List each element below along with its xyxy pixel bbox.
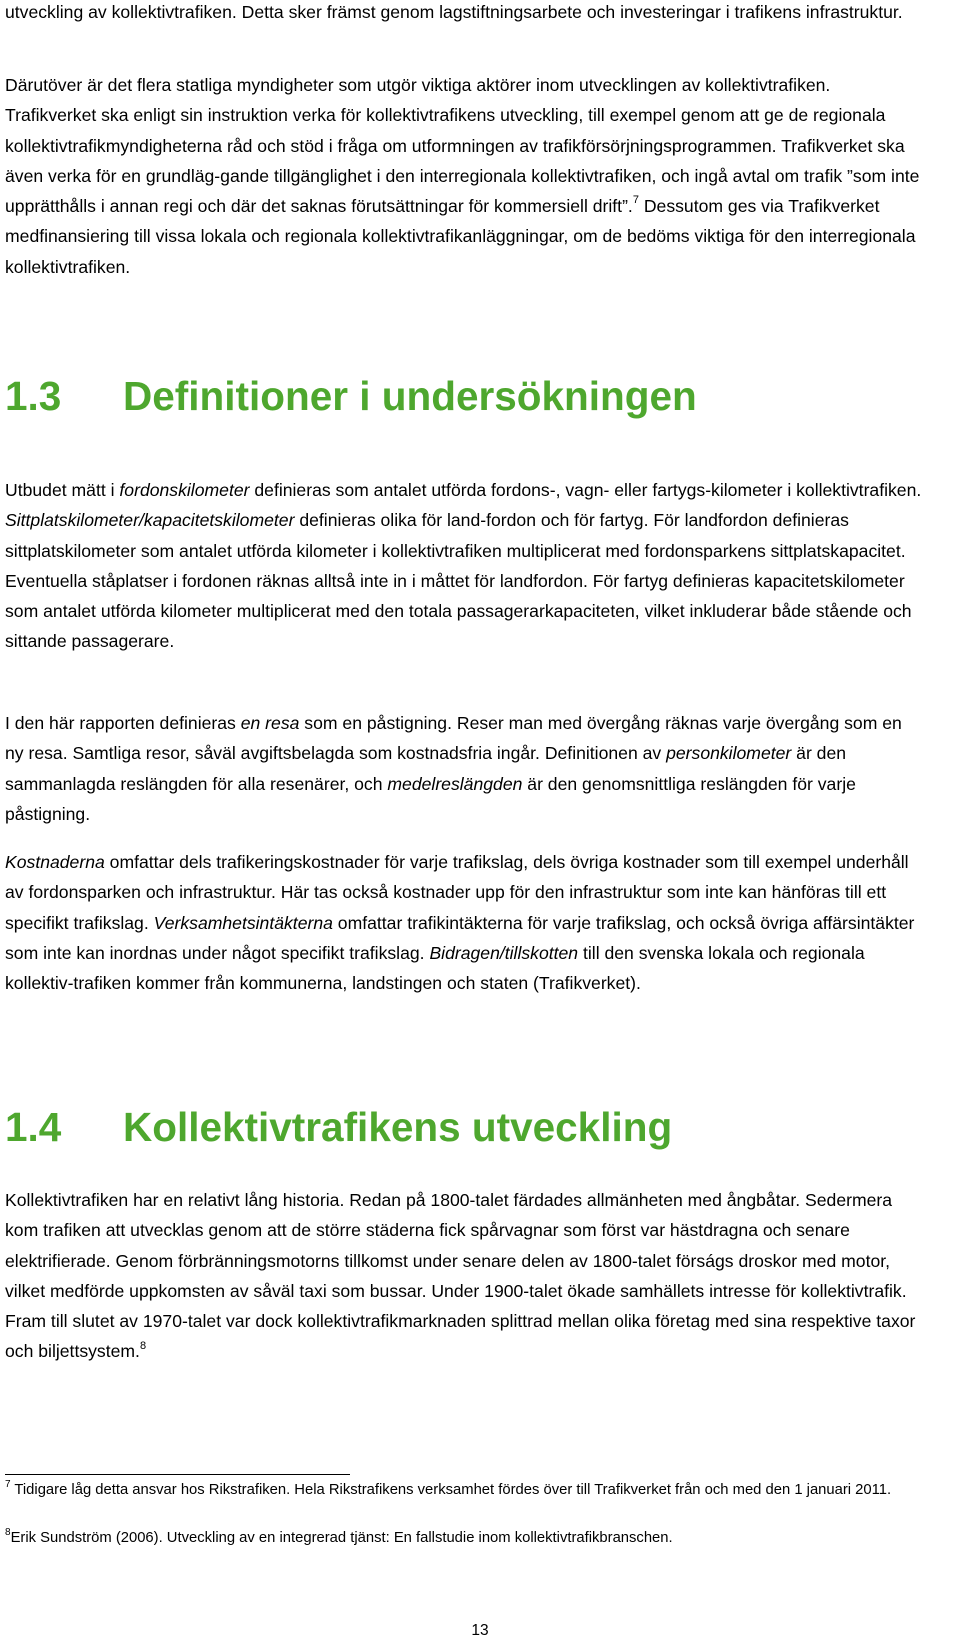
term: fordonskilometer <box>119 480 250 500</box>
footnote-text: Tidigare låg detta ansvar hos Rikstrafiken. Hela Rikstrafikens verksamhet fördes över till Trafikverket från och med den 1 januari 2011. <box>10 1482 892 1498</box>
footnote-ref-8[interactable]: 8 <box>139 1339 147 1352</box>
term: Kostnaderna <box>5 852 105 872</box>
paragraph-costs <box>5 847 925 998</box>
paragraph-text: definieras som antalet utförda fordons-, vagn- eller fartygs-kilometer i kollektivtrafiken. <box>249 480 922 500</box>
paragraph-text: Därutöver är det flera statliga myndigheter som utgör viktiga aktörer inom utvecklingen av kollektivtrafiken. Trafikverket ska enligt sin instruktion verka för kollektivtrafikens utveckling, till exempel genom att ge de regionala kollektivtrafikmyndigheterna råd och stöd i fråga om utformningen av trafikförsörjningsprogrammen. Trafikverket ska även verka för en grundläg-gande tillgänglighet i den interregionala kollektivtrafiken, och ingå avtal om trafik ”som inte upprätthålls i annan regi och där det saknas förutsättningar för kommersiell drift”. <box>5 75 920 217</box>
paragraph-text: definieras olika för land-fordon och för fartyg. För landfordon definieras sittplatskilometer som antalet utförda kilometer i kollektivtrafiken multiplicerat med fordonsparkens sittplatskapacitet. Eventuella ståplatser i fordonen räknas alltså inte in i måttet för landfordon. För fartyg definieras kapacitetskilometer som antalet utförda kilometer multiplicerat med den totala passagerarkapaciteten, vilket inkluderar både stående och sittande passagerare. <box>5 510 912 652</box>
paragraph-history <box>5 1185 925 1367</box>
section-title: Definitioner i undersökningen <box>123 373 697 419</box>
paragraph-intro-continued <box>5 0 925 27</box>
paragraph-definitions <box>5 475 925 657</box>
term: Sittplatskilometer/kapacitetskilometer <box>5 510 295 531</box>
paragraph-text: som en påstigning. Reser man med övergång räknas varje övergång som en ny resa. Samtliga resor, såväl avgiftsbelagda som kostnadsfria ingår. Definitionen av <box>5 713 902 764</box>
paragraph-text: utveckling av kollektivtrafiken. Detta sker främst genom lagstiftningsarbete och investeringar i trafikens infrastruktur. <box>5 2 903 22</box>
footnote-7 <box>5 1478 930 1502</box>
paragraph-text: Utbudet mätt i <box>5 480 120 500</box>
paragraph-text: till den svenska lokala och regionala kollektiv-trafiken kommer från kommunerna, landstingen och staten (Trafikverket). <box>5 942 865 994</box>
term: medelreslängden <box>387 773 523 794</box>
footnote-number: 7 <box>5 1479 11 1491</box>
section-heading-1-3 <box>5 372 697 420</box>
paragraph-text: är den sammanlagda reslängden för alla resenärer, och <box>5 743 847 794</box>
section-heading-1-4 <box>5 1103 672 1151</box>
footnote-separator <box>5 1474 350 1475</box>
section-title: Kollektivtrafikens utveckling <box>123 1104 673 1150</box>
footnote-text: Erik Sundström (2006). Utveckling av en integrerad tjänst: En fallstudie inom kollektivtrafikbranschen. <box>10 1530 673 1546</box>
paragraph-text: I den här rapporten definieras <box>5 713 241 733</box>
footnote-number: 8 <box>5 1527 11 1539</box>
paragraph-trip-definition <box>5 708 925 829</box>
footnote-8 <box>5 1526 930 1550</box>
paragraph-text: omfattar trafikintäkterna för varje trafikslag, och också övriga affärsintäkter som inte kan inordnas under något specifikt trafikslag. <box>5 912 915 963</box>
term: Verksamhetsintäkterna <box>153 912 333 933</box>
term: personkilometer <box>666 743 792 764</box>
section-number: 1.3 <box>5 373 62 419</box>
paragraph-text: Dessutom ges via Trafikverket medfinansiering till vissa lokala och regionala kollektivtrafikanläggningar, om de bedöms viktiga för den interregionala kollektivtrafiken. <box>5 196 916 277</box>
term: Bidragen/tillskotten <box>429 942 579 963</box>
term: en resa <box>240 713 300 733</box>
page-number: 13 <box>471 1622 489 1639</box>
paragraph-text: är den genomsnittliga reslängden för varje påstigning. <box>5 773 856 824</box>
footnote-ref-7[interactable]: 7 <box>632 194 639 207</box>
paragraph-text: Kollektivtrafiken har en relativt lång historia. Redan på 1800-talet färdades allmänheten med ångbåtar. Sedermera kom trafiken att utvecklas genom att de större städerna fick spårvagnar som först var hästdragna och senare elektrifierade. Genom förbränningsmotorns tillkomst under senare delen av 1800-talet förságs droskor med motor, vilket medförde uppkomsten av såväl taxi som bussar. Under 1900-talet ökade samhällets intresse för kollektivtrafik. Fram till slutet av 1970-talet var dock kollektivtrafikmarknaden splittrad mellan olika företag med sina respektive taxor och biljettsystem. <box>5 1190 916 1362</box>
section-number: 1.4 <box>5 1104 62 1150</box>
paragraph-authorities <box>5 70 925 282</box>
paragraph-text: omfattar dels trafikeringskostnader för varje trafikslag, dels övriga kostnader som till exempel underhåll av fordonsparken och infrastruktur. Här tas också kostnader upp för den infrastruktur som inte kan hänföras till ett specifikt trafikslag. <box>5 852 909 933</box>
